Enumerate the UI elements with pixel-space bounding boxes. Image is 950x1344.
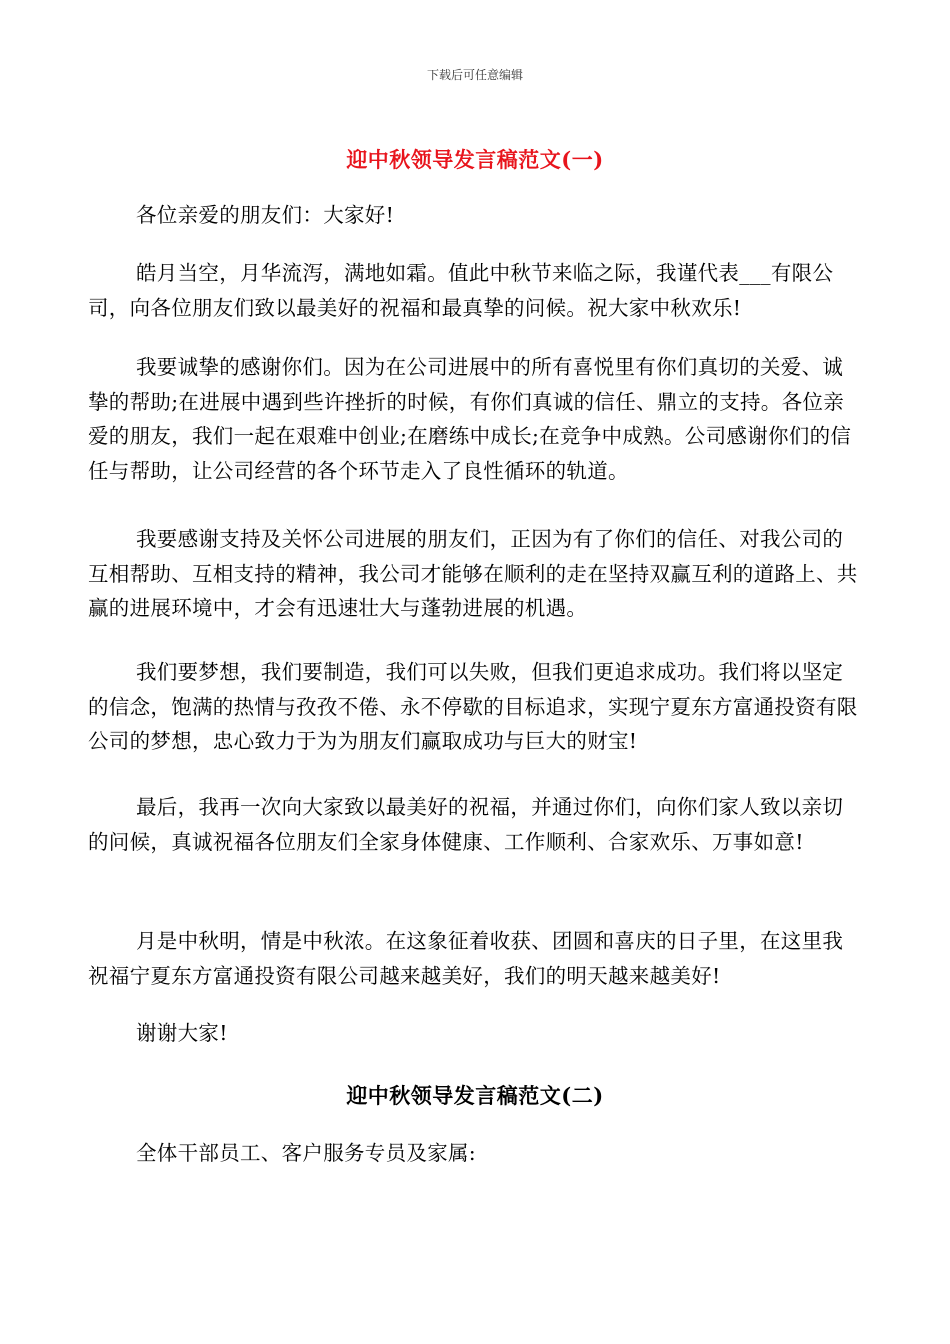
section-1-greeting: 各位亲爱的朋友们：大家好! bbox=[136, 203, 395, 227]
section-2-greeting: 全体干部员工、客户服务专员及家属: bbox=[136, 1141, 477, 1165]
section-1-paragraph-6: 月是中秋明，情是中秋浓。在这象征着收获、团圆和喜庆的日子里，在这里我祝福宁夏东方富通投资有限公司越来越美好，我们的明天越来越美好! bbox=[88, 929, 844, 988]
section-2-title: 迎中秋领导发言稿范文(二) bbox=[346, 1083, 604, 1108]
section-1-paragraph-5: 最后，我再一次向大家致以最美好的祝福，并通过你们，向你们家人致以亲切的问候，真诚祝福各位朋友们全家身体健康、工作顺利、合家欢乐、万事如意! bbox=[88, 795, 844, 854]
section-1-title: 迎中秋领导发言稿范文(一) bbox=[346, 147, 604, 172]
section-1-paragraph-1: 皓月当空，月华流泻，满地如霜。值此中秋节来临之际，我谨代表___有限公司，向各位朋友们致以最美好的祝福和最真挚的问候。祝大家中秋欢乐! bbox=[88, 261, 834, 320]
section-1-paragraph-2: 我要诚挚的感谢你们。因为在公司进展中的所有喜悦里有你们真切的关爱、诚挚的帮助;在进展中遇到些许挫折的时候，有你们真诚的信任、鼎立的支持。各位亲爱的朋友，我们一起在艰难中创业;在磨练中成长;在竞争中成熟。公司感谢你们的信任与帮助，让公司经营的各个环节走入了良性循环的轨道。 bbox=[88, 355, 852, 483]
section-1-closing: 谢谢大家! bbox=[136, 1021, 228, 1045]
header-note: 下载后可任意编辑 bbox=[426, 68, 523, 82]
section-1-paragraph-4: 我们要梦想，我们要制造，我们可以失败，但我们更追求成功。我们将以坚定的信念，饱满的热情与孜孜不倦、永不停歇的目标追求，实现宁夏东方富通投资有限公司的梦想，忠心致力于为为朋友们赢取成功与巨大的财宝! bbox=[88, 660, 858, 753]
section-1-paragraph-3: 我要感谢支持及关怀公司进展的朋友们，正因为有了你们的信任、对我公司的互相帮助、互相支持的精神，我公司才能够在顺利的走在坚持双赢互利的道路上、共赢的进展环境中，才会有迅速壮大与蓬勃进展的机遇。 bbox=[88, 527, 858, 620]
